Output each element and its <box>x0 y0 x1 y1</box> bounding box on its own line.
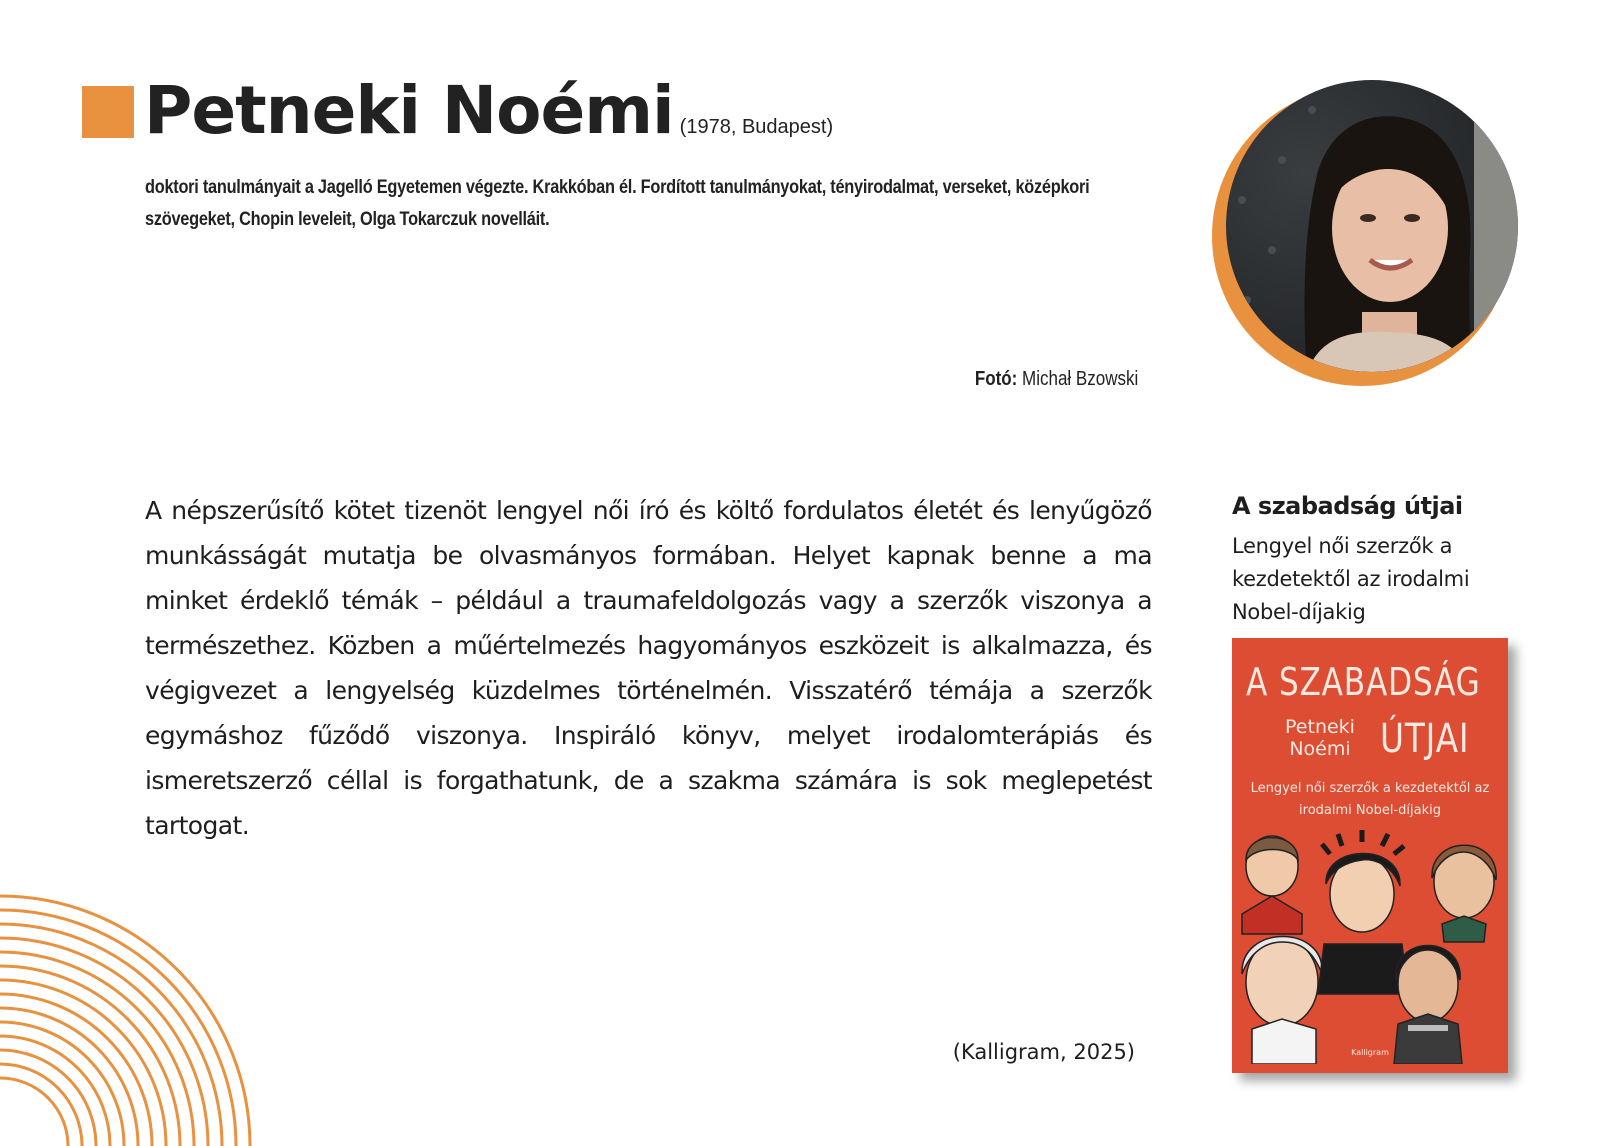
publisher-note: (Kalligram, 2025) <box>952 1040 1135 1064</box>
decorative-arc <box>0 1022 124 1146</box>
photo-credit-name: Michał Bzowski <box>1021 368 1138 390</box>
cover-subtitle: Lengyel női szerzők a kezdetektől az irodalmi Nobel-díjakig <box>1250 781 1490 818</box>
decorative-arcs <box>0 890 260 1146</box>
book-cover <box>1232 638 1508 1073</box>
decorative-arc <box>0 1064 82 1146</box>
cover-title-line1: A SZABADSÁG <box>1246 660 1481 704</box>
decorative-arc <box>0 980 166 1146</box>
cover-author-line1: Petneki <box>1285 716 1355 738</box>
decorative-arc <box>0 966 180 1146</box>
cover-illustration <box>1232 824 1508 1064</box>
author-name: Petneki Noémi <box>144 72 674 149</box>
author-bio: doktori tanulmányait a Jagelló Egyetemen végezte. Krakkóban él. Fordított tanulmányokat, tényirodalmat, verseket, középkori szövegeket, Chopin leveleit, Olga Tokarczuk novelláit. <box>145 177 1090 230</box>
author-birth: (1978, Budapest) <box>679 116 834 138</box>
photo-credit <box>975 368 1138 391</box>
decorative-arc <box>0 994 152 1146</box>
cover-author <box>1272 716 1368 760</box>
author-heading <box>144 72 833 149</box>
book-title: A szabadság útjai <box>1232 492 1463 520</box>
accent-square <box>82 86 134 138</box>
cover-publisher: Kalligram <box>1351 1048 1389 1057</box>
book-subtitle: Lengyel női szerzők a kezdetektől az irodalmi Nobel-díjakig <box>1232 534 1470 624</box>
author-photo <box>1212 80 1522 390</box>
cover-author-line2: Noémi <box>1289 738 1351 760</box>
decorative-arc <box>0 924 222 1146</box>
photo-credit-label: Fotó: <box>974 368 1018 390</box>
book-description: A népszerűsítő kötet tizenöt lengyel női író és költő fordulatos életét és lenyűgöző munkásságát mutatja be olvasmányos formában. Helyet kapnak benne a ma minket érdeklő témák – például a traumafeldolgozás vagy a szerzők viszonya a természethez. Közben a műértelmezés hagyományos eszközeit is alkalmazza, és végigvezet a lengyelség küzdelmes történelmén. Visszatérő témája a szerzők egymáshoz fűződő viszonya. Inspiráló könyv, melyet irodalomterápiás és ismeretszerző céllal is forgathatunk, de a szakma számára is sok meglepetést tartogat. <box>145 496 1152 840</box>
cover-title-line2: ÚTJAI <box>1380 716 1470 762</box>
decorative-arc <box>0 896 250 1146</box>
